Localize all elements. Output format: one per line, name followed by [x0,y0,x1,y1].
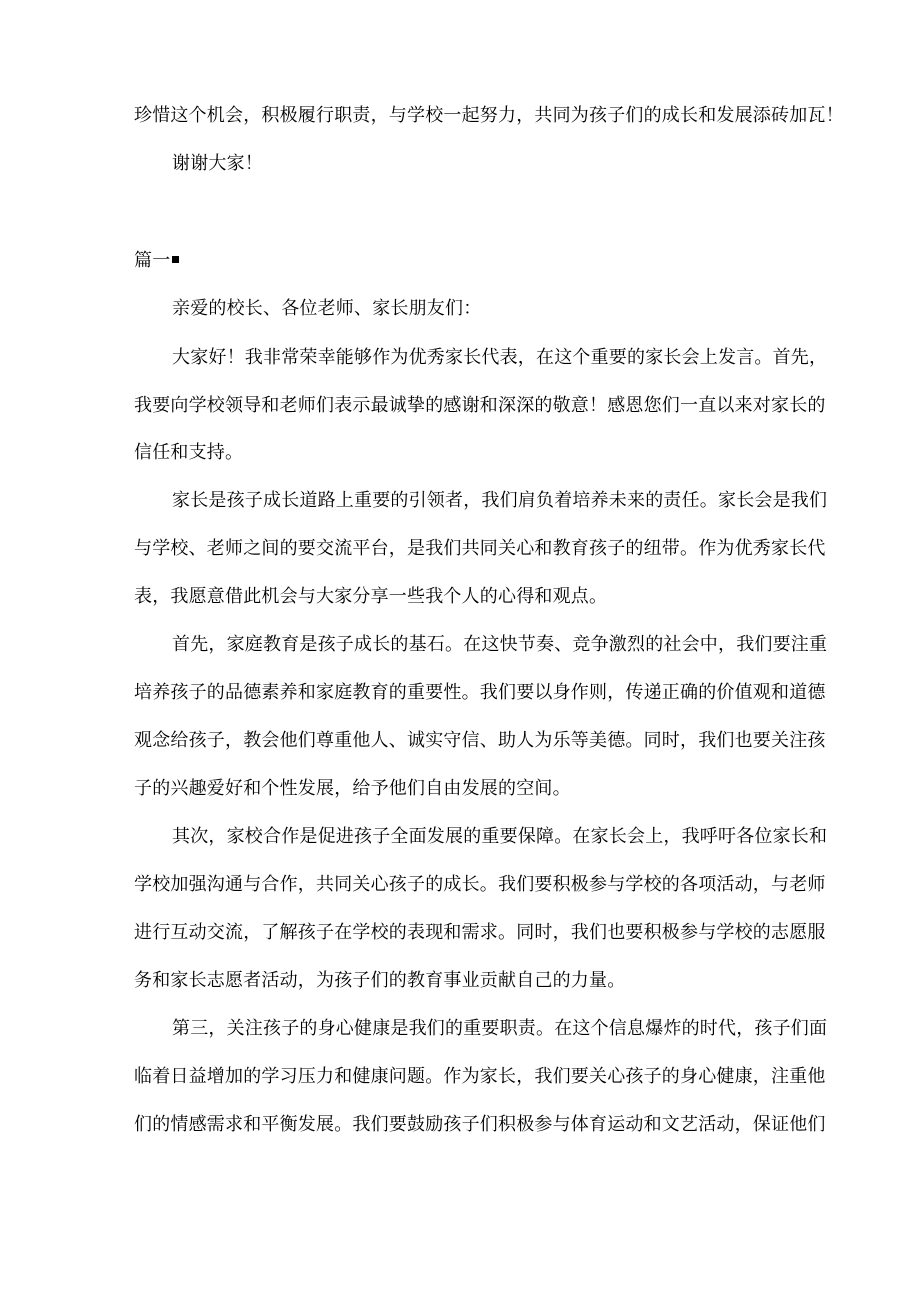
paragraph-line: 其次，家校合作是促进孩子全面发展的重要保障。在家长会上，我呼吁各位家长和 [172,826,828,847]
paragraph-line: 临着日益增加的学习压力和健康问题。作为家长，我们要关心孩子的身心健康，注重他 [134,1066,826,1087]
closing-thanks: 谢谢大家！ [172,153,263,174]
paragraph-line: 大家好！我非常荣幸能够作为优秀家长代表，在这个重要的家长会上发言。首先， [172,347,828,368]
paragraph-line: 们的情感需求和平衡发展。我们要鼓励孩子们积极参与体育运动和文艺活动，保证他们 [134,1114,826,1135]
salutation: 亲爱的校长、各位老师、家长朋友们： [172,298,482,319]
closing-line: 珍惜这个机会，积极履行职责，与学校一起努力，共同为孩子们的成长和发展添砖加瓦！ [134,105,844,126]
paragraph-line: 子的兴趣爱好和个性发展，给予他们自由发展的空间。 [134,778,571,799]
paragraph-line: 表，我愿意借此机会与大家分享一些我个人的心得和观点。 [134,586,608,607]
paragraph-line: 学校加强沟通与合作，共同关心孩子的成长。我们要积极参与学校的各项活动，与老师 [134,874,826,895]
paragraph-line: 务和家长志愿者活动，为孩子们的教育事业贡献自己的力量。 [134,970,626,991]
paragraph-line: 与学校、老师之间的要交流平台，是我们共同关心和教育孩子的纽带。作为优秀家长代 [134,538,826,559]
heading-square-icon [172,256,179,263]
section-heading-text: 篇一 [134,250,171,271]
paragraph-line: 家长是孩子成长道路上重要的引领者，我们肩负着培养未来的责任。家长会是我们 [172,490,828,511]
paragraph-line: 我要向学校领导和老师们表示最诚挚的感谢和深深的敬意！感恩您们一直以来对家长的 [134,395,826,416]
paragraph-line: 信任和支持。 [134,442,244,463]
paragraph-line: 进行互动交流，了解孩子在学校的表现和需求。同时，我们也要积极参与学校的志愿服 [134,922,826,943]
section-heading [134,249,794,273]
paragraph-line: 培养孩子的品德素养和家庭教育的重要性。我们要以身作则，传递正确的价值观和道德 [134,682,826,703]
paragraph-line: 第三，关注孩子的身心健康是我们的重要职责。在这个信息爆炸的时代，孩子们面 [172,1018,828,1039]
paragraph-line: 观念给孩子，教会他们尊重他人、诚实守信、助人为乐等美德。同时，我们也要关注孩 [134,730,826,751]
paragraph-line: 首先，家庭教育是孩子成长的基石。在这快节奏、竞争激烈的社会中，我们要注重 [172,634,828,655]
